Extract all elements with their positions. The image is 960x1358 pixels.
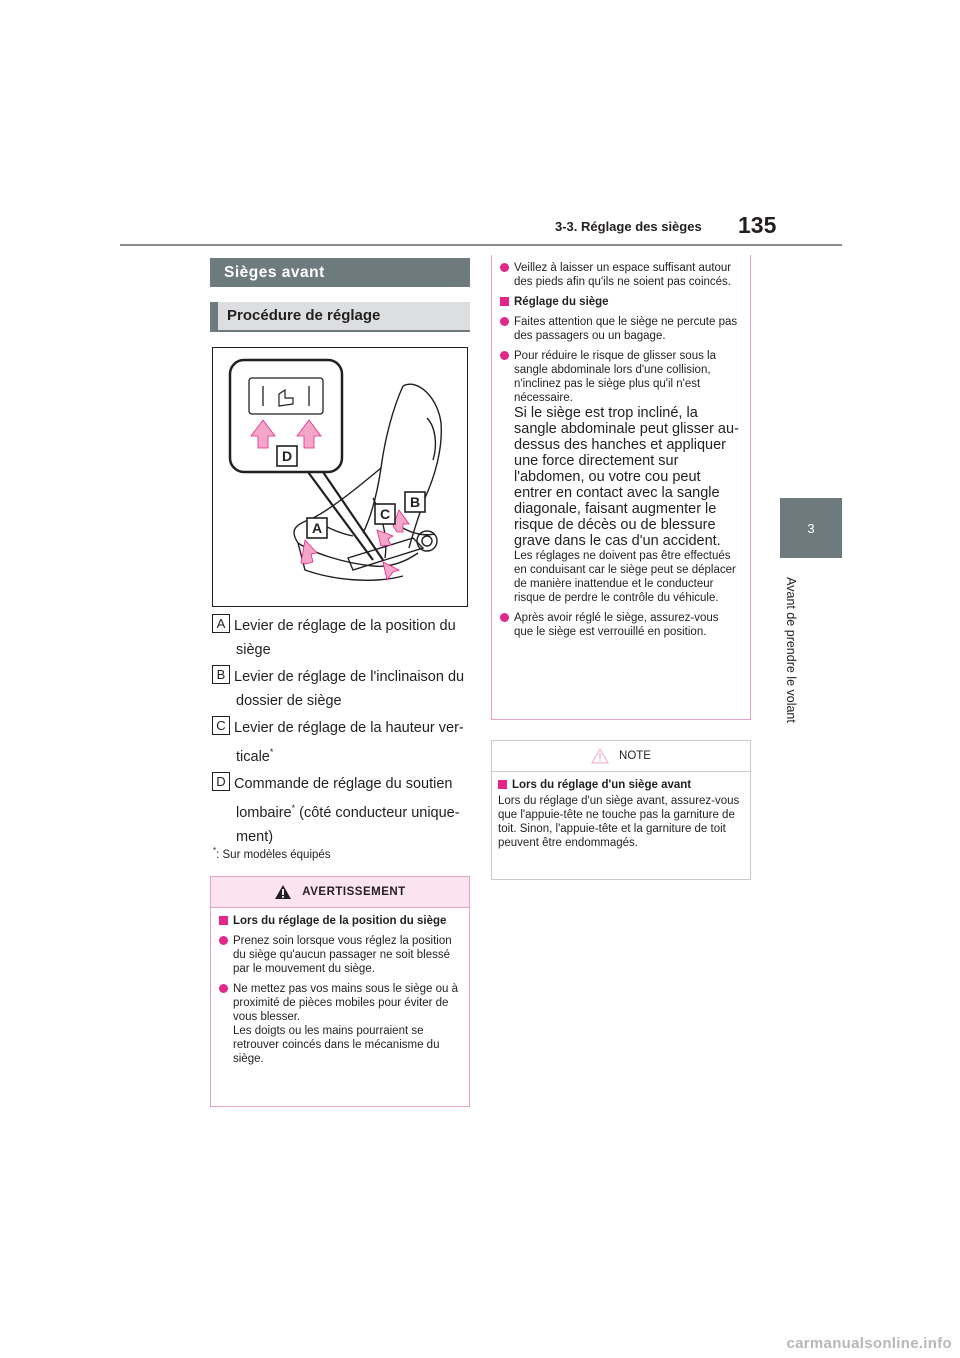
callout-pointer	[308, 472, 383, 560]
header-divider	[120, 244, 842, 246]
legend-text: Commande de réglage du soutien	[234, 776, 453, 792]
note-title: NOTE	[619, 750, 651, 762]
legend-text-cont: lombaire	[236, 804, 292, 821]
caution-triangle-icon	[591, 748, 609, 764]
note-text: Lors du réglage d'un siège avant, assurez-vous que l'appuie-tête ne touche pas la garniture de toit. Sinon, l'appuie-tête et la garniture de toit peuvent être endommagés.	[498, 795, 740, 849]
footnote	[213, 846, 331, 861]
seat-illustration	[212, 347, 468, 607]
warning-item: Ne mettez pas vos mains sous le siège ou à proximité de pièces mobiles pour éviter de vous blesser.	[233, 983, 459, 1023]
note-box	[491, 740, 751, 880]
footnote-star: *	[213, 846, 217, 855]
round-bullet-icon	[500, 351, 509, 360]
warning-item-extra: Les doigts ou les mains pourraient se retrouver coincés dans le mécanisme du siège.	[233, 1025, 440, 1065]
label-d: D	[281, 448, 293, 464]
warning-item: Après avoir réglé le siège, assurez-vous que le siège est verrouillé en position.	[514, 612, 719, 638]
chapter-label-text: Avant de prendre le volant	[784, 577, 798, 723]
square-bullet-icon	[498, 780, 507, 789]
warning-heading: Réglage du siège	[514, 296, 609, 308]
header-section-title: 3-3. Réglage des sièges	[555, 219, 702, 234]
lever-a-arrow-icon	[301, 540, 317, 564]
round-bullet-icon	[500, 263, 509, 272]
warning-item-extra: Les réglages ne doivent pas être effectués en conduisant car le siège peut se déplacer de manière inattendue et le conducteur risque de perdre le contrôle du véhicule.	[514, 550, 736, 604]
legend-letter: D	[212, 772, 230, 791]
warning-item: Prenez soin lorsque vous réglez la position du siège qu'aucun passager ne soit blessé par le mouvement du siège.	[233, 935, 452, 975]
legend-letter: C	[212, 716, 230, 735]
footnote-mark: *	[291, 803, 296, 813]
label-b: B	[409, 494, 421, 510]
legend-text-cont: ticale	[236, 748, 270, 765]
warning-box	[210, 876, 470, 1107]
section-title: Sièges avant	[210, 258, 470, 287]
square-bullet-icon	[500, 297, 509, 306]
warning-item: Pour réduire le risque de glisser sous la sangle abdominale lors d'une collision, n'inclinez pas le siège plus qu'il n'est nécessaire.	[514, 350, 716, 404]
round-bullet-icon	[219, 984, 228, 993]
watermark: carmanualsonline.info	[786, 1335, 952, 1352]
page-number: 135	[738, 212, 777, 238]
lumbar-switch	[249, 378, 323, 414]
legend-text: Levier de réglage de l'inclinaison du	[234, 669, 465, 685]
round-bullet-icon	[500, 613, 509, 622]
legend-item-b	[212, 665, 470, 713]
warning-item: Veillez à laisser un espace suffisant autour des pieds afin qu'ils ne soient pas coincés.	[514, 262, 732, 288]
round-bullet-icon	[219, 936, 228, 945]
warning-item: Faites attention que le siège ne percute pas des passagers ou un bagage.	[514, 316, 738, 342]
seat-diagram	[213, 348, 467, 606]
label-c: C	[379, 506, 391, 522]
legend-letter: A	[212, 614, 230, 633]
legend-text: Levier de réglage de la position du	[234, 618, 456, 634]
subsection-title: Procédure de réglage	[210, 302, 470, 332]
warning-continuation-box	[491, 255, 751, 720]
legend-text-cont2: (côté conducteur unique-	[295, 804, 460, 821]
warning-heading: Lors du réglage de la position du siège	[233, 915, 447, 927]
warning-title: AVERTISSEMENT	[302, 886, 406, 898]
legend-text-cont3: ment)	[236, 828, 274, 845]
label-a: A	[311, 520, 323, 536]
legend-item-c	[212, 716, 470, 769]
legend-text: Levier de réglage de la hauteur ver-	[234, 720, 464, 736]
legend-item-d	[212, 772, 470, 849]
square-bullet-icon	[219, 916, 228, 925]
legend-letter: B	[212, 665, 230, 684]
chapter-tab	[780, 498, 842, 558]
warning-triangle-icon	[274, 884, 292, 900]
chapter-number: 3	[807, 520, 815, 536]
chapter-label	[781, 565, 801, 735]
warning-item-emphasis: Si le siège est trop incliné, la sangle abdominale peut glisser au-dessus des hanches et appliquer une force directement sur l'abdomen, ou votre cou peut entrer en contact avec la sangle diagonale, faisant augmenter le risque de décès ou de blessure grave dans le cas d'un accident.	[514, 405, 739, 549]
footnote-mark: *	[269, 747, 274, 757]
legend-item-a	[212, 614, 470, 662]
note-heading: Lors du réglage d'un siège avant	[512, 779, 692, 791]
note-header	[492, 741, 750, 772]
legend-text-cont: siège	[236, 642, 271, 658]
warning-header	[211, 877, 469, 908]
legend-text-cont: dossier de siège	[236, 693, 342, 709]
footnote-text: : Sur modèles équipés	[216, 848, 331, 861]
round-bullet-icon	[500, 317, 509, 326]
